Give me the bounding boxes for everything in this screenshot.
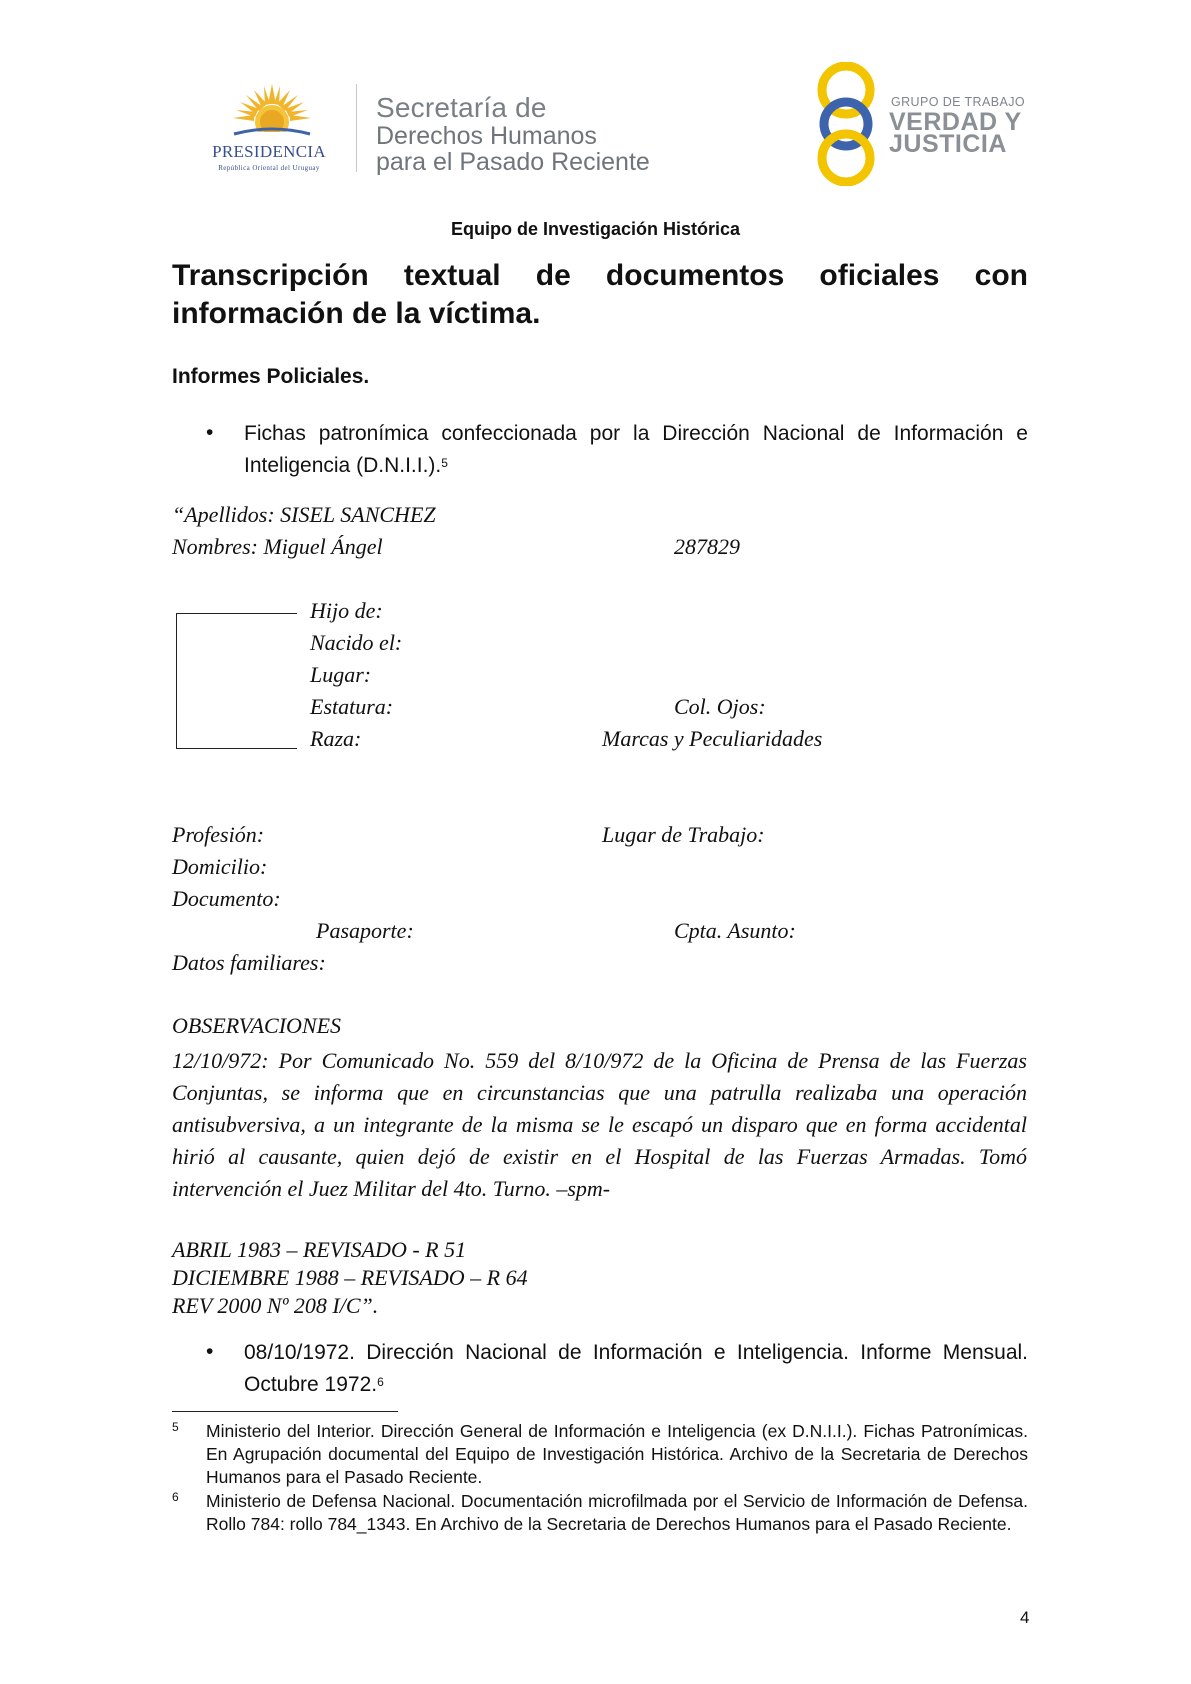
revision-3: REV 2000 Nº 208 I/C”. xyxy=(172,1293,379,1318)
grupo-trabajo-label: GRUPO DE TRABAJO xyxy=(891,95,1025,109)
observaciones-heading: OBSERVACIONES xyxy=(172,1013,342,1038)
header-divider xyxy=(356,84,357,172)
ficha-lugar: Lugar: xyxy=(310,662,372,687)
ficha-nacido: Nacido el: xyxy=(310,630,403,655)
bullet-item-1-text: Fichas patronímica confeccionada por la Dirección Nacional de Información e Inteligencia (D.N.I.I.). xyxy=(244,422,1028,477)
ficha-marcas: Marcas y Peculiaridades xyxy=(602,726,823,751)
secretaria-line-2: Derechos Humanos xyxy=(376,122,597,150)
ficha-apellidos: “Apellidos: SISEL SANCHEZ xyxy=(172,502,436,527)
footnote-ref-5[interactable]: 5 xyxy=(441,456,448,470)
justicia-label: JUSTICIA xyxy=(889,130,1007,158)
presidencia-subtitle: República Oriental del Uruguay xyxy=(218,164,320,172)
revision-1: ABRIL 1983 – REVISADO - R 51 xyxy=(172,1237,467,1262)
team-heading: Equipo de Investigación Histórica xyxy=(450,219,741,239)
bullet-marker-2: • xyxy=(206,1340,214,1363)
verdad-label: VERDAD Y xyxy=(889,108,1022,136)
ficha-hijo: Hijo de: xyxy=(310,598,383,623)
ficha-domicilio: Domicilio: xyxy=(172,854,268,879)
observaciones-text: 12/10/972: Por Comunicado No. 559 del 8/10/972 de la Oficina de Prensa de las Fuerzas Conjuntas, se informa que en circunstancias que una patrulla realizaba una operación antisubversiva, a un integrante de la misma se le escapó un disparo que en forma accidental hirió al causante, quien dejó de existir en el Hospital de las Fuerzas Armadas. Tomó intervención el Juez Militar del 4to. Turno. –spm- xyxy=(172,1048,1027,1201)
footnote-separator xyxy=(172,1411,398,1412)
ficha-raza: Raza: xyxy=(310,726,362,751)
footnote-5: Ministerio del Interior. Dirección General de Información e Inteligencia (ex D.N.I.I.). Fichas Patronímicas. En Agrupación documental del Equipo de Investigación Histórica. Archivo de la Secretaria de Derechos Humanos para el Pasado Reciente. xyxy=(206,1421,1028,1487)
ficha-pasaporte: Pasaporte: xyxy=(316,918,414,943)
page-number: 4 xyxy=(1020,1608,1030,1627)
secretaria-line-1: Secretaría de xyxy=(376,92,547,123)
secretaria-line-3: para el Pasado Reciente xyxy=(376,148,650,176)
presidencia-name: PRESIDENCIA xyxy=(212,142,326,161)
ficha-cpta-asunto: Cpta. Asunto: xyxy=(674,918,796,943)
footnote-number-5: 5 xyxy=(172,1420,179,1434)
revision-2: DICIEMBRE 1988 – REVISADO – R 64 xyxy=(172,1265,528,1290)
section-heading: Informes Policiales. xyxy=(172,365,370,388)
bullet-marker-1: • xyxy=(206,421,214,444)
photo-bracket xyxy=(176,613,297,749)
ficha-lugar-trabajo: Lugar de Trabajo: xyxy=(602,822,765,847)
bullet-item-1 xyxy=(244,418,1028,482)
ficha-datos-familiares: Datos familiares: xyxy=(172,950,326,975)
bullet-item-2 xyxy=(244,1337,1028,1401)
page-title: Transcripción textual de documentos oficiales con información de la víctima. xyxy=(172,259,1028,330)
ficha-profesion: Profesión: xyxy=(172,822,265,847)
ficha-estatura: Estatura: xyxy=(310,694,394,719)
ficha-col-ojos: Col. Ojos: xyxy=(674,694,766,719)
ficha-nombres: Nombres: Miguel Ángel xyxy=(172,534,383,559)
verdad-justicia-rings-logo xyxy=(812,62,880,186)
footnote-number-6: 6 xyxy=(172,1490,179,1504)
ficha-numero: 287829 xyxy=(674,534,740,559)
footnote-ref-6[interactable]: 6 xyxy=(377,1375,384,1389)
bullet-item-2-text: 08/10/1972. Dirección Nacional de Información e Inteligencia. Informe Mensual. Octubre 1972. xyxy=(244,1341,1028,1396)
footnote-6: Ministerio de Defensa Nacional. Documentación microfilmada por el Servicio de Información de Defensa. Rollo 784: rollo 784_1343. En Archivo de la Secretaria de Derechos Humanos para el Pasado Reciente. xyxy=(206,1491,1028,1534)
presidencia-sun-logo xyxy=(232,84,312,146)
ficha-documento: Documento: xyxy=(172,886,281,911)
